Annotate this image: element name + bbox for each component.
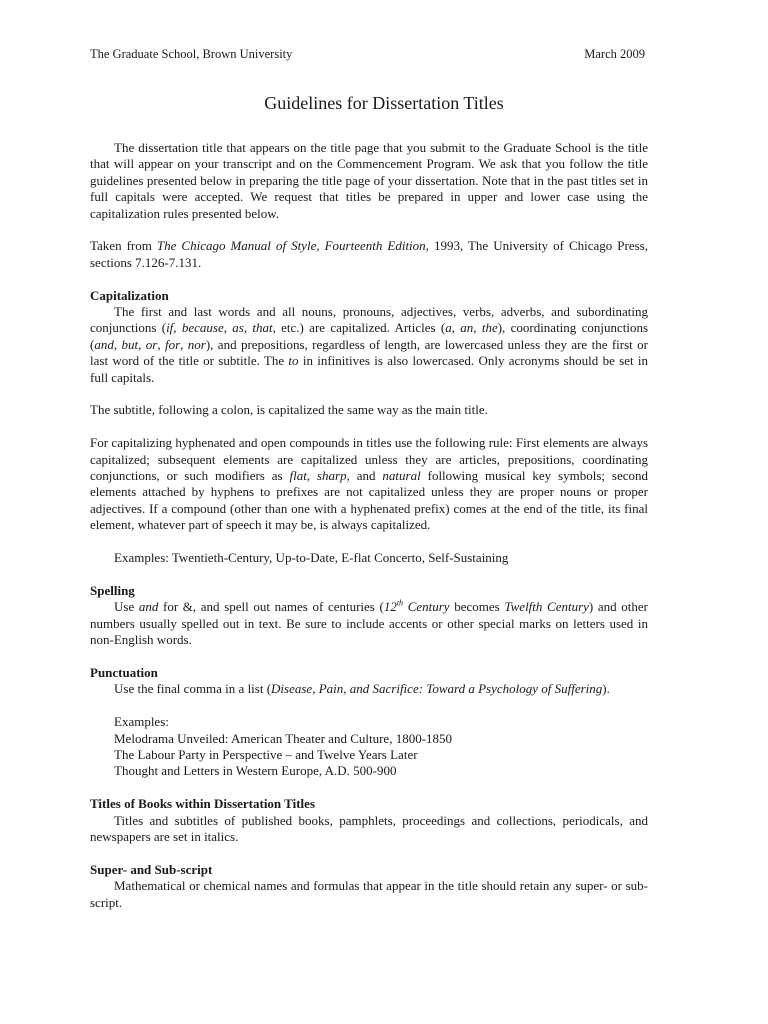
century-number: 12 <box>383 599 397 615</box>
italic-run: Twelfth Century <box>504 599 589 615</box>
text-run: For capitalizing hyphenated and open compounds in titles use the following rule: First elements are always capitalized; subsequent elements are capitalized unless they are articles, prepositions, coordinating conjunctions, or such modifiers as <box>90 435 648 484</box>
source-book-title: The Chicago Manual of Style, Fourteenth Edition <box>156 238 426 254</box>
text-run: Use the final comma in a list ( <box>114 681 272 697</box>
punctuation-example: Thought and Letters in Western Europe, A.D. 500-900 <box>114 763 397 779</box>
text-run: for &, and spell out names of centuries ( <box>158 599 384 615</box>
section-heading-capitalization: Capitalization <box>90 287 169 303</box>
text-run: Use <box>114 599 139 615</box>
text-run: , <box>173 320 182 336</box>
text-run: in infinitives is also lowercased. Only acronyms should be set in full capitals. <box>90 353 648 385</box>
text-run: ), and prepositions, regardless of length, are lowercased unless they are the first or last word of the title or subtitle. The <box>90 336 649 369</box>
italic-run: and <box>94 336 114 352</box>
text-run: ), coordinating conjunctions ( <box>90 320 649 352</box>
italic-run: that <box>252 320 273 336</box>
italic-run: or <box>145 336 158 352</box>
header-institution: The Graduate School, Brown University <box>90 47 293 61</box>
section-heading-books: Titles of Books within Dissertation Titles <box>90 796 315 812</box>
italic-run: if <box>166 320 174 336</box>
ordinal-superscript: th <box>396 598 404 608</box>
italic-run: a <box>445 320 452 336</box>
italic-run: the <box>481 320 498 336</box>
italic-run: nor <box>187 336 206 352</box>
italic-run: as <box>232 320 244 336</box>
spelling-paragraph <box>90 599 648 648</box>
text-run: becomes <box>449 599 505 615</box>
italic-run: but <box>121 336 139 352</box>
text-run: , <box>306 468 317 484</box>
text-run: , <box>223 320 233 336</box>
capitalization-examples: Examples: Twentieth-Century, Up-to-Date, E-flat Concerto, Self-Sustaining <box>114 550 509 566</box>
text-run: , etc.) are capitalized. Articles ( <box>272 320 446 336</box>
section-heading-script: Super- and Sub-script <box>90 861 213 877</box>
text-run: The first and last words and all nouns, pronouns, adjectives, verbs, adverbs, and subordinating conjunctions ( <box>90 304 648 336</box>
punctuation-example: The Labour Party in Perspective – and Twelve Years Later <box>114 746 418 762</box>
italic-run: and <box>138 599 159 615</box>
document-title: Guidelines for Dissertation Titles <box>264 93 504 113</box>
punctuation-examples-label: Examples: <box>114 714 169 730</box>
books-paragraph: Titles and subtitles of published books, pamphlets, proceedings and collections, periodicals, and newspapers are set in italics. <box>90 812 648 844</box>
section-heading-punctuation: Punctuation <box>90 664 158 680</box>
italic-run: flat <box>289 468 307 484</box>
century-word: Century <box>403 599 450 615</box>
page-header <box>90 46 645 62</box>
text-run: , <box>113 336 122 352</box>
source-citation <box>90 238 648 271</box>
italic-run: Disease, Pain, and Sacrifice: Toward a Psychology of Suffering <box>271 681 603 697</box>
text-run: ). <box>602 681 610 697</box>
text-run: , and <box>346 468 383 484</box>
source-suffix: , 1993, The University of Chicago Press, sections 7.126-7.131. <box>90 238 648 270</box>
text-run: , <box>451 320 461 336</box>
italic-run: because <box>181 320 224 336</box>
intro-paragraph: The dissertation title that appears on the title page that you submit to the Graduate School is the title that will appear on your transcript and on the Commencement Program. We ask that you follow the title guidelines presented below in preparing the title page of your dissertation. Note that in the past titles set in full capitals were accepted. We request that titles be prepared in upper and lower case using the capitalization rules presented below. <box>90 140 648 221</box>
punctuation-paragraph <box>90 681 648 697</box>
script-paragraph: Mathematical or chemical names and formulas that appear in the title should retain any super- or sub-script. <box>90 878 648 910</box>
capitalization-paragraph-1 <box>90 304 648 386</box>
text-run: , <box>473 320 482 336</box>
text-run: , <box>243 320 253 336</box>
capitalization-paragraph-2: The subtitle, following a colon, is capitalized the same way as the main title. <box>90 402 488 418</box>
source-prefix: Taken from <box>90 238 157 254</box>
text-run: , <box>138 336 146 352</box>
text-run: , <box>180 336 188 352</box>
text-run: , <box>157 336 165 352</box>
italic-run: sharp <box>316 468 347 484</box>
spacer <box>90 698 648 714</box>
italic-run: an <box>460 320 474 336</box>
italic-run: natural <box>382 468 421 484</box>
text-run: ) and other numbers usually spelled out in text. Be sure to include accents or other special marks on letters used in non-English words. <box>90 599 649 648</box>
punctuation-example: Melodrama Unveiled: American Theater and Culture, 1800-1850 <box>114 730 453 746</box>
text-run: following musical key symbols; second elements attached by hyphens to prefixes are not capitalized unless they are proper nouns or proper adjectives. If a compound (other than one with a hyphenated prefix) comes at the end of the title, its final element, whatever part of speech it may be, is always capitalized. <box>90 468 649 533</box>
italic-run: for <box>164 336 181 352</box>
document-body <box>90 140 648 911</box>
italic-run: to <box>288 353 299 369</box>
capitalization-paragraph-3 <box>90 435 648 533</box>
header-date: March 2009 <box>584 47 645 61</box>
section-heading-spelling: Spelling <box>90 582 135 598</box>
italic-run <box>384 599 450 614</box>
